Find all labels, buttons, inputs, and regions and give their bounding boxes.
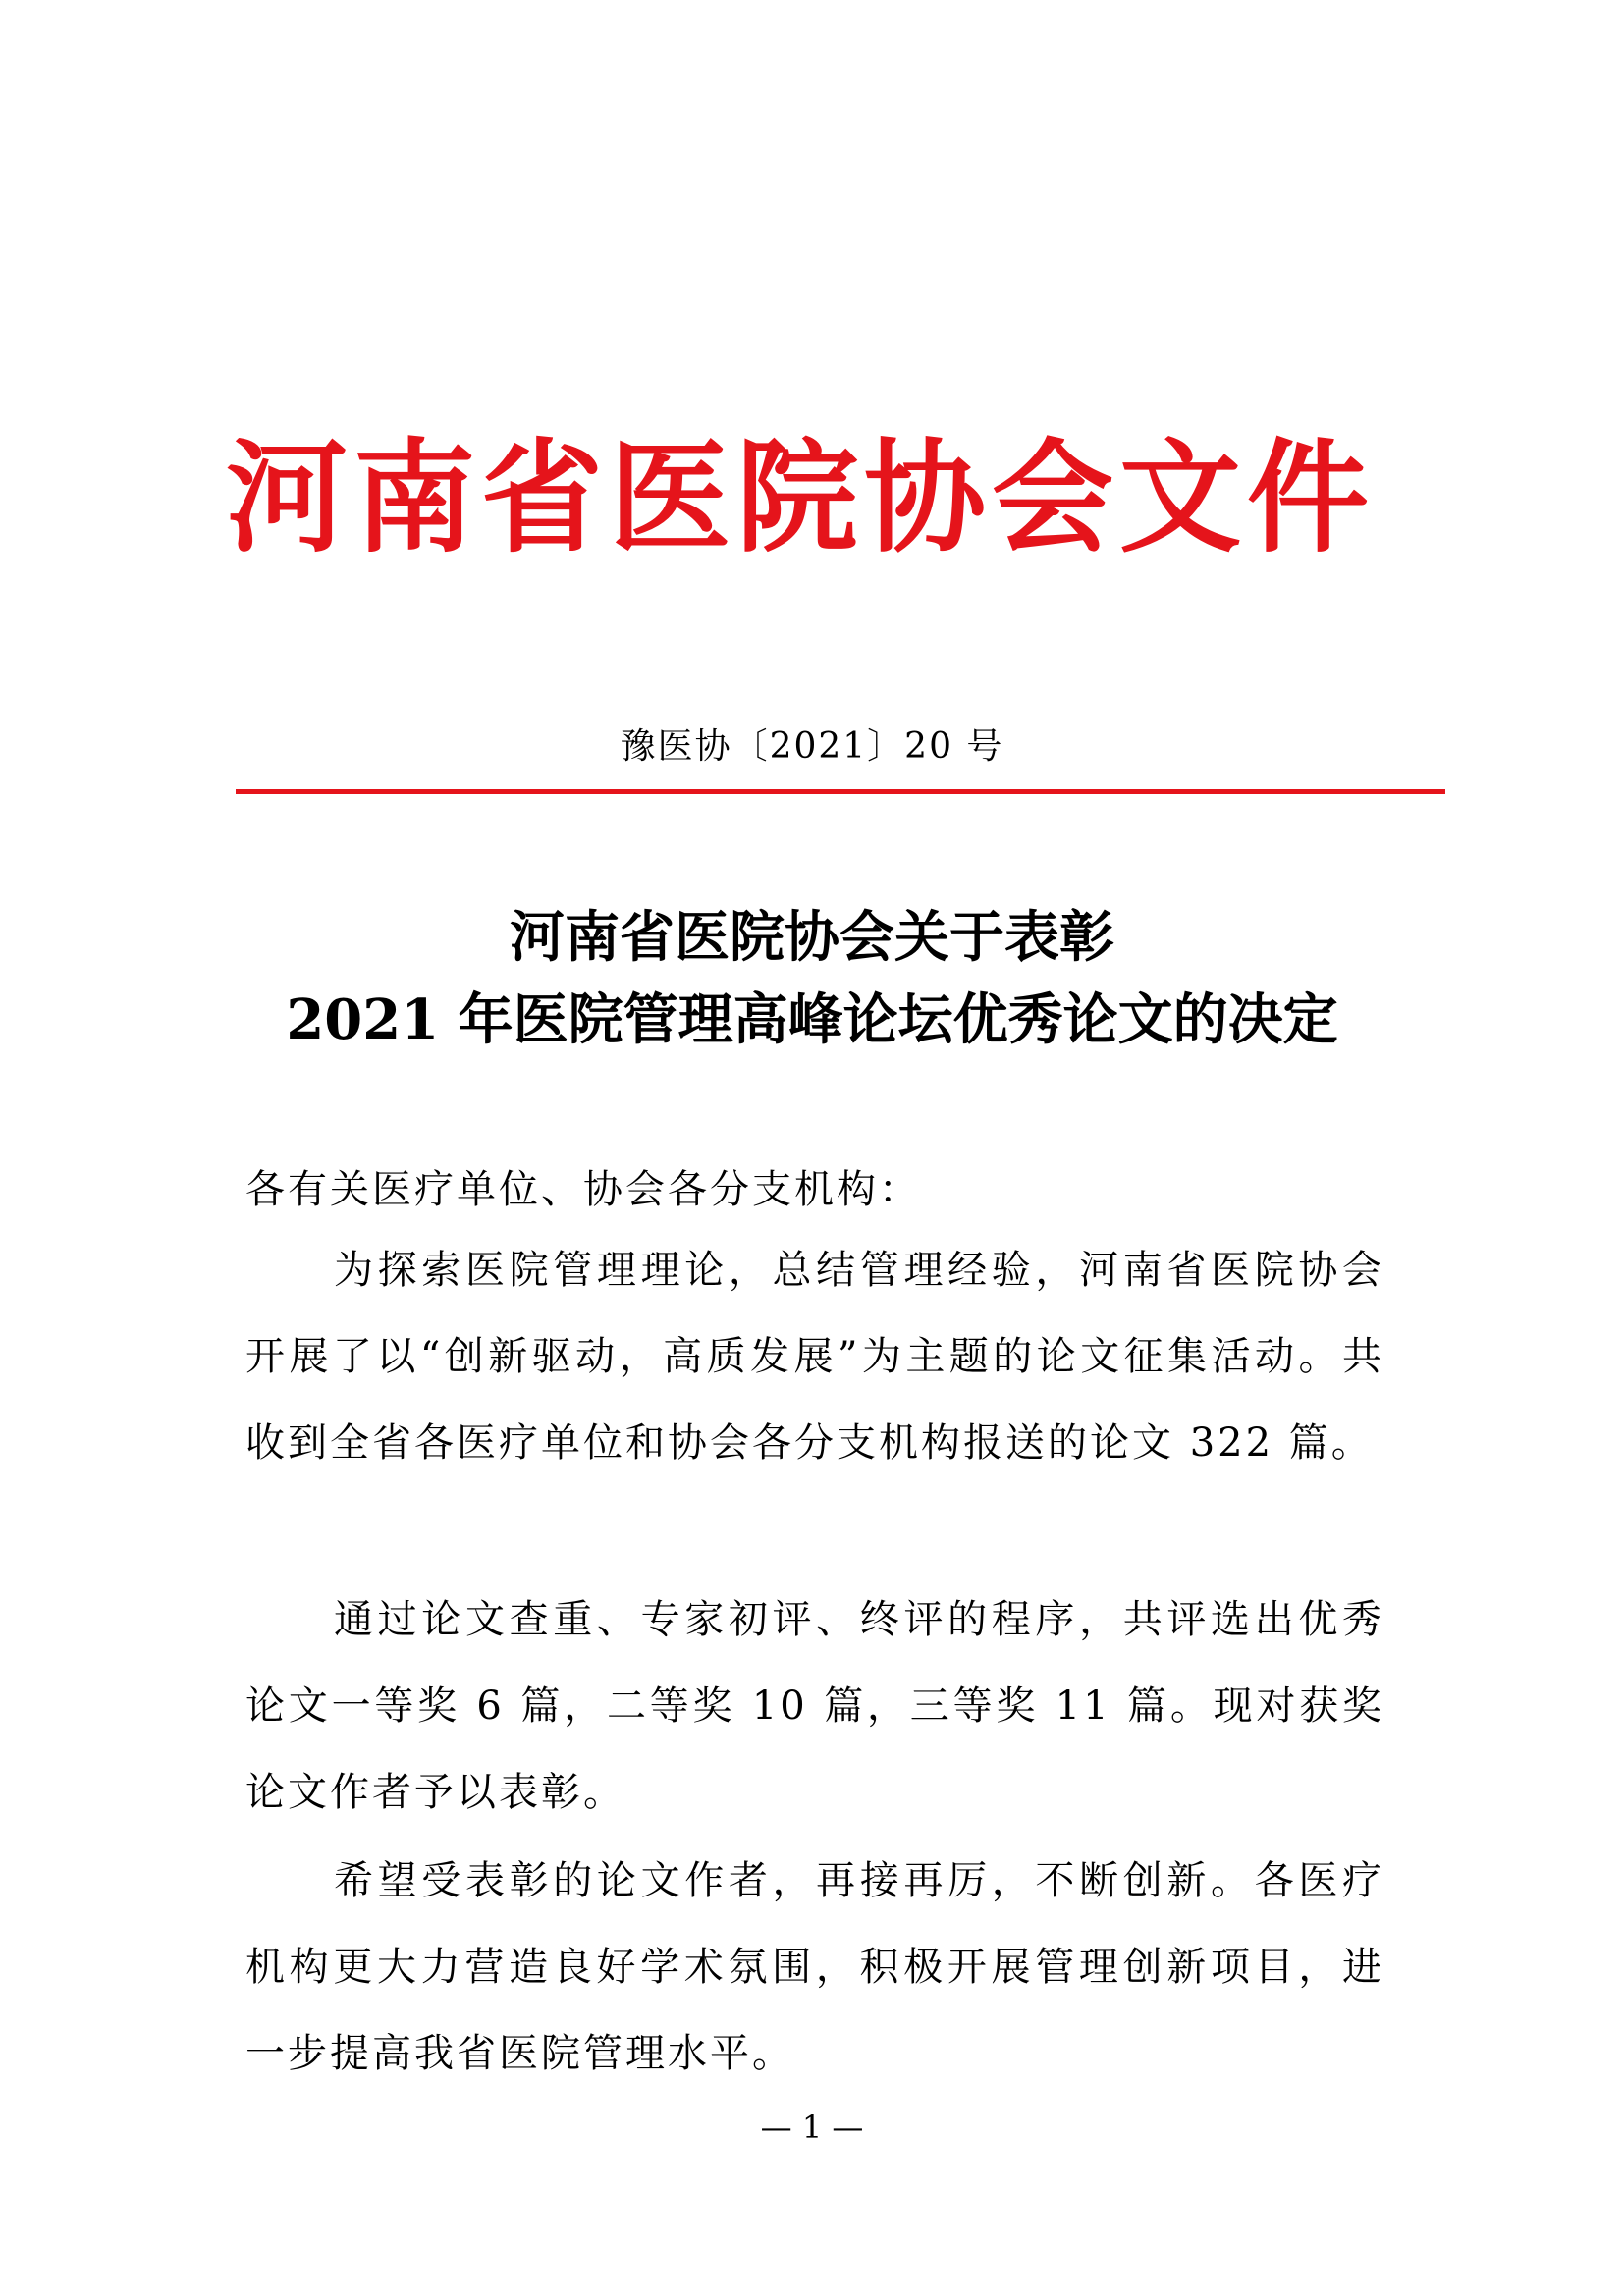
document-title-line-1: 河南省医院协会关于表彰 [510, 905, 1114, 970]
document-number: 豫医协〔2021〕20 号 [620, 726, 1004, 767]
red-divider-line [236, 789, 1445, 794]
page-number: — 1 — [760, 2109, 864, 2146]
body-paragraph: 希望受表彰的论文作者，再接再厉，不断创新。各医疗机构更大力营造良好学术氛围，积极开展管理创新项目，进一步提高我省医院管理水平。 [245, 1858, 1384, 2076]
body-paragraph: 通过论文查重、专家初评、终评的程序，共评选出优秀论文一等奖 6 篇，二等奖 10 篇，三等奖 11 篇。现对获奖论文作者予以表彰。 [245, 1597, 1384, 1815]
document-title-line-2: 2021 年医院管理高峰论坛优秀论文的决定 [286, 988, 1338, 1052]
salutation: 各有关医疗单位、协会各分支机构： [245, 1167, 921, 1212]
masthead-title: 河南省医院协会文件 [226, 427, 1376, 569]
body-paragraph: 为探索医院管理理论，总结管理经验，河南省医院协会开展了以“创新驱动，高质发展”为主题的论文征集活动。共收到全省各医疗单位和协会各分支机构报送的论文 322 篇。 [245, 1248, 1384, 1466]
